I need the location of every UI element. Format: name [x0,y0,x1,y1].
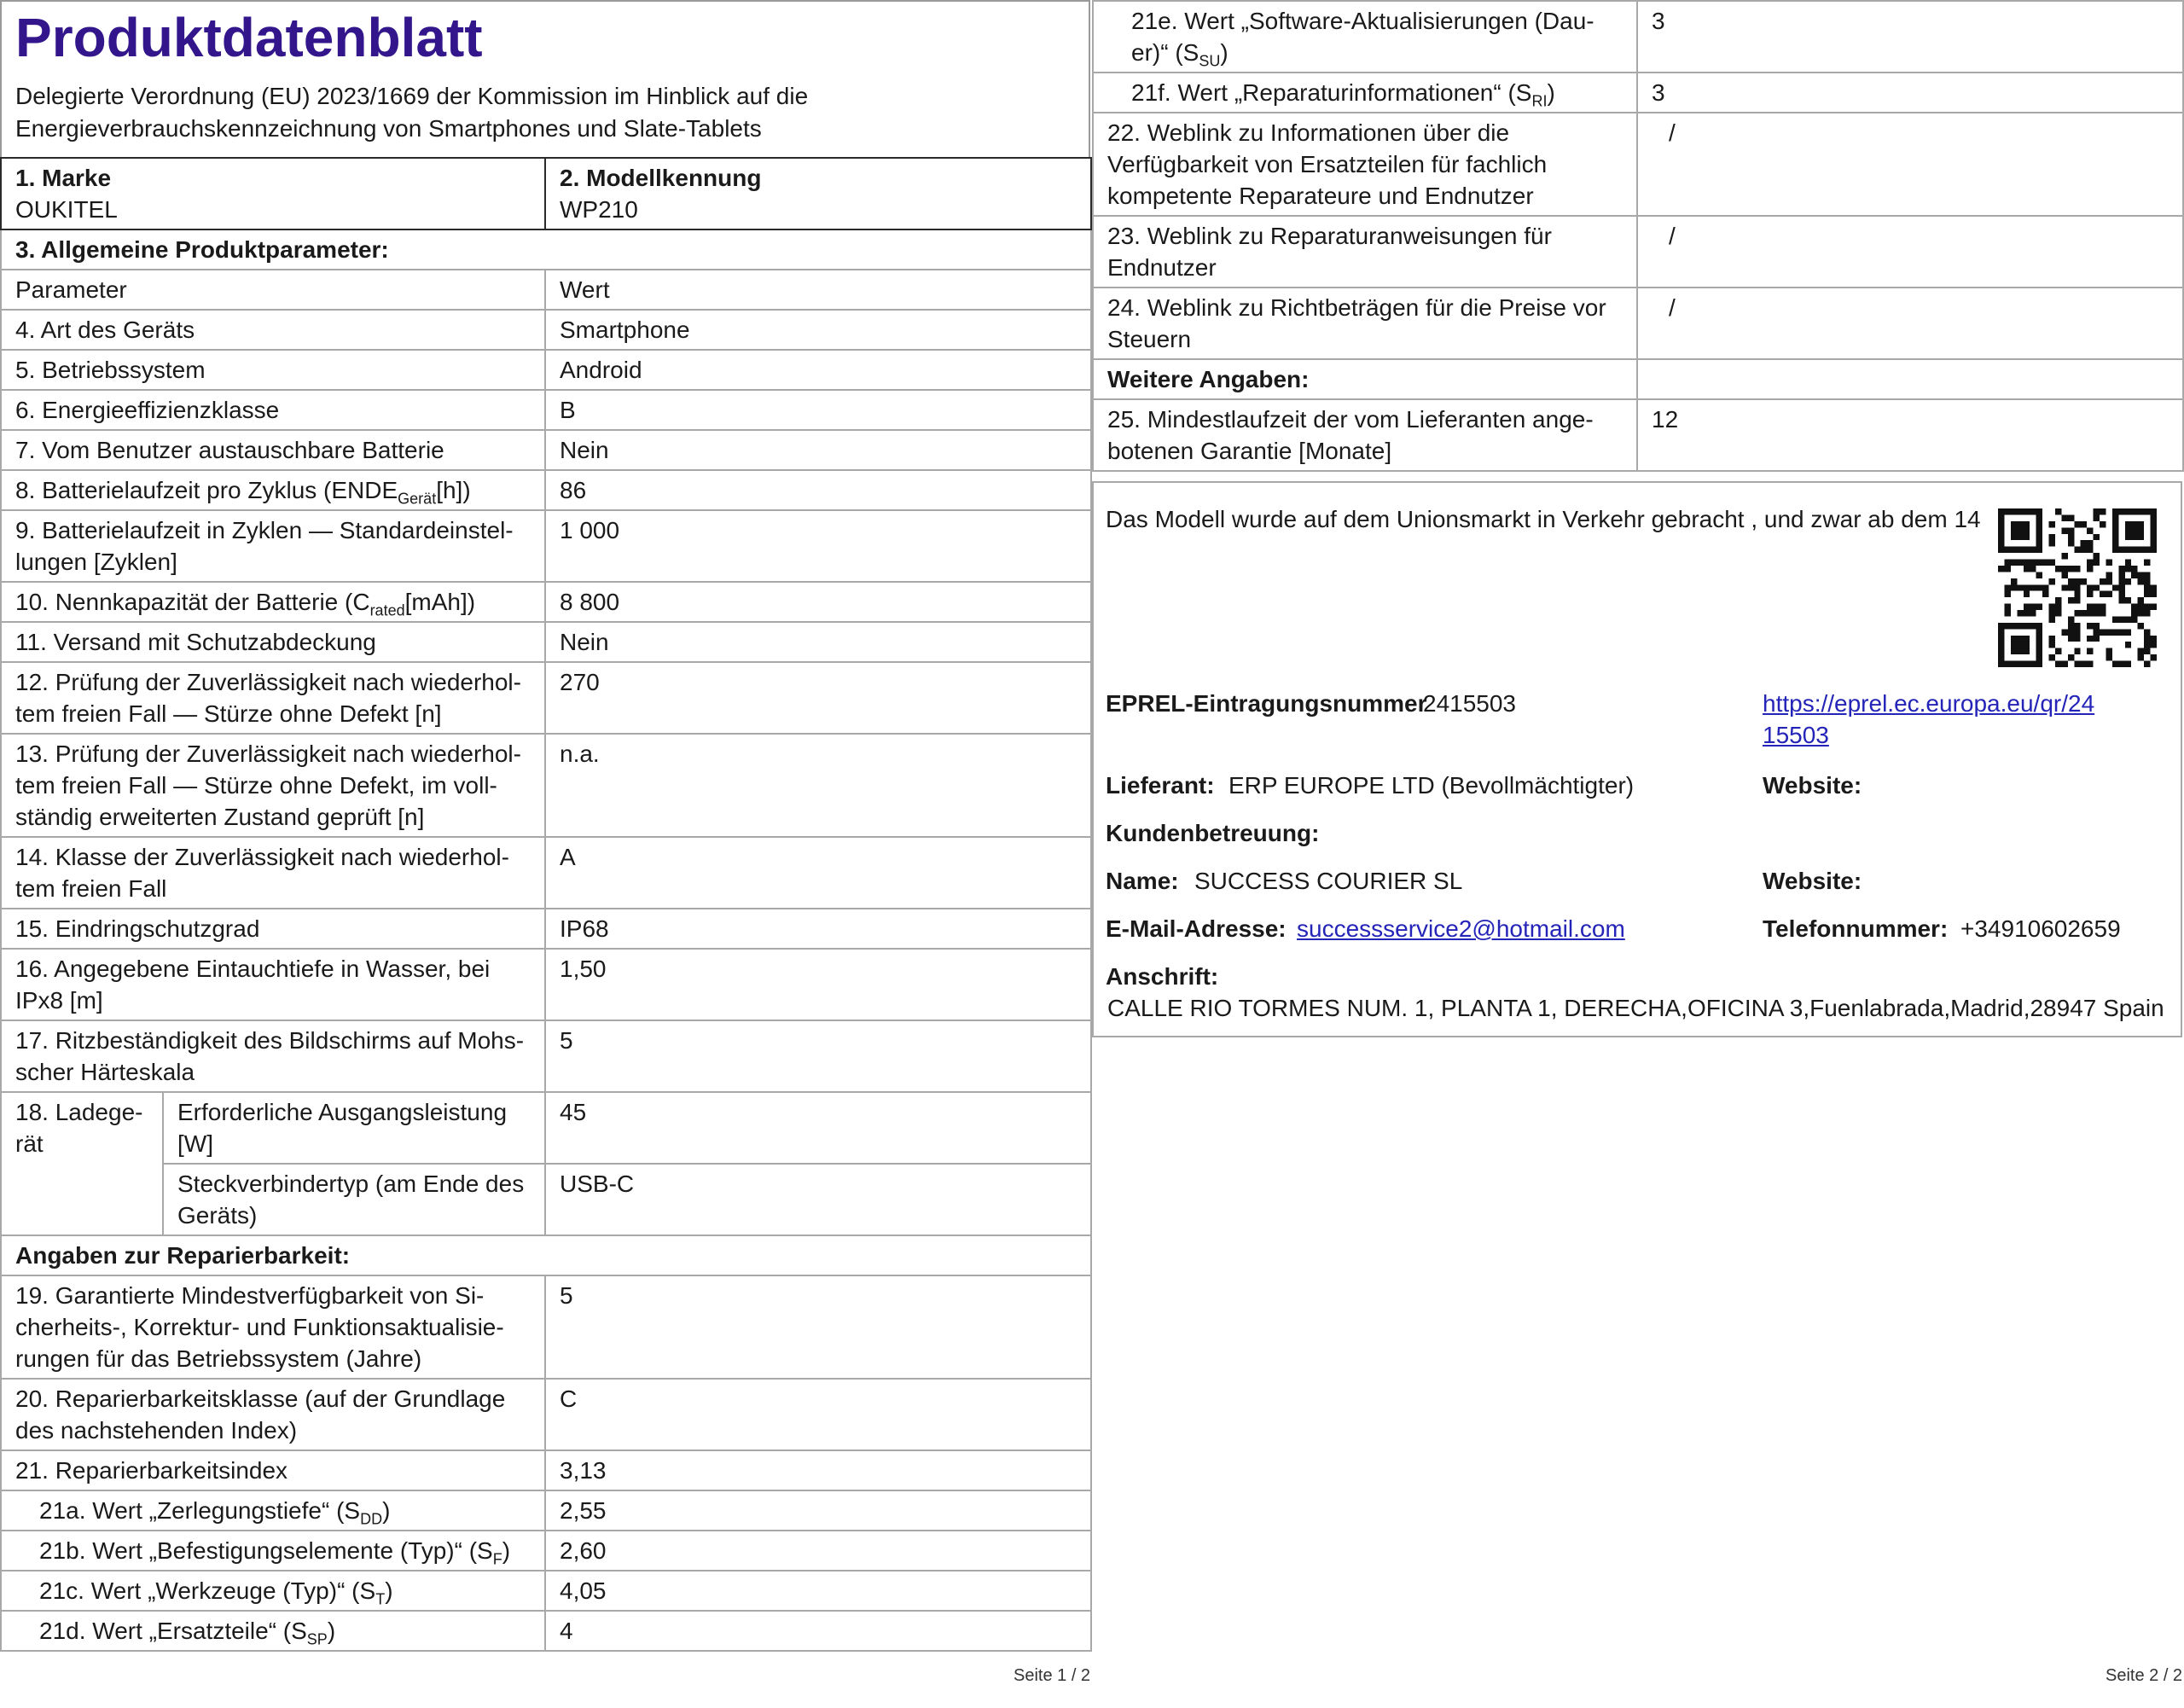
row-label [1,582,545,622]
row-label: 12. Prüfung der Zuverlässigkeit nach wiederhol-tem freien Fall — Stürze ohne Defekt [n] [1,662,545,734]
row-label-suffix: ) [327,1618,336,1644]
row-value: / [1637,288,2183,359]
row-label: 5. Betriebssystem [1,350,545,390]
row-value: Smartphone [545,310,1091,350]
row-label: 17. Ritzbeständigkeit des Bildschirms auf Mohs-scher Härteskala [1,1020,545,1092]
warranty-label: 25. Mindestlaufzeit der vom Lieferanten ange-botenen Garantie [Monate] [1093,399,1637,471]
table-row [1,350,1091,390]
charger-connector-value: USB-C [545,1164,1091,1235]
row-label: 11. Versand mit Schutzabdeckung [1,622,545,662]
row-label-suffix: ) [502,1537,511,1564]
row-value: Nein [545,430,1091,470]
charger-label: 18. Ladege-rät [1,1092,163,1235]
document-title: Produktdatenblatt [15,7,483,68]
name-value: SUCCESS COURIER SL [1194,868,1463,894]
table-row [1,1531,1091,1571]
row-label-subscript: SP [306,1630,328,1648]
table-row [1093,288,2183,359]
table-row [1,1611,1091,1651]
row-label: 21. Reparierbarkeitsindex [1,1450,545,1490]
row-value: 5 [545,1020,1091,1092]
row-label-suffix: [mAh]) [404,589,476,615]
row-value: 3,13 [545,1450,1091,1490]
table-row [1,1020,1091,1092]
qr-code-icon[interactable] [1998,508,2157,667]
row-label-text: 21e. Wert „Software-Aktualisierungen (Dau-er)“ (S [1131,8,1594,66]
row-value: / [1637,113,2183,216]
title-block [0,0,1090,157]
model-label: 2. Modellkennung [560,165,762,191]
phone-value: +34910602659 [1960,915,2121,942]
row-value: 1 000 [545,510,1091,582]
row-value: Android [545,350,1091,390]
website-label-supplier: Website: [1763,772,1862,799]
row-label-text: 10. Nennkapazität der Batterie (C [15,589,370,615]
row-label-subscript: T [375,1590,386,1608]
table-row [1093,216,2183,288]
table-row [1,390,1091,430]
row-label: 7. Vom Benutzer austauschbare Batterie [1,430,545,470]
row-label: 9. Batterielaufzeit in Zyklen — Standardeinstel-lungen [Zyklen] [1,510,545,582]
page-2 [1092,0,2182,1021]
row-label: 13. Prüfung der Zuverlässigkeit nach wiederhol-tem freien Fall — Stürze ohne Defekt, im voll-ständig erweiterten Zustand geprüft [n] [1,734,545,837]
eprel-link-line-1[interactable]: https://eprel.ec.europa.eu/qr/24 [1763,690,2095,717]
row-label-text: 8. Batterielaufzeit pro Zyklus (ENDE [15,477,398,503]
section-further: Weitere Angaben: [1093,359,1637,399]
table-row [1,1379,1091,1450]
table-row [1093,73,2183,113]
row-value: 1,50 [545,949,1091,1020]
row-label: 6. Energieeffizienzklasse [1,390,545,430]
table-row [1,909,1091,949]
footer-page-1: Seite 1 / 2 [1014,1666,1091,1685]
table-row [1,1275,1091,1379]
row-value: B [545,390,1091,430]
row-label-text: 21c. Wert „Werkzeuge (Typ)“ (S [39,1577,376,1604]
row-value: A [545,837,1091,909]
row-label: 22. Weblink zu Informationen über die Verfügbarkeit von Ersatzteilen für fachlich kompetente Reparateure und Endnutzer [1093,113,1637,216]
row-value: / [1637,216,2183,288]
row-label: 15. Eindringschutzgrad [1,909,545,949]
table-row [1,582,1091,622]
row-label-subscript: F [492,1550,502,1568]
section-general: 3. Allgemeine Produktparameter: [1,229,1091,270]
charger-row [1,1092,1091,1164]
footer-page-2: Seite 2 / 2 [2106,1666,2183,1685]
row-label [1,1571,545,1611]
row-label-suffix: ) [385,1577,393,1604]
table-row [1,470,1091,510]
row-value: C [545,1379,1091,1450]
row-label-suffix: ) [1220,39,1228,66]
row-value: IP68 [545,909,1091,949]
row-label: 23. Weblink zu Reparaturanweisungen für Endnutzer [1093,216,1637,288]
product-table [0,157,1092,1652]
brand-model-row [1,158,1091,229]
address-value: CALLE RIO TORMES NUM. 1, PLANTA 1, DERECHA,OFICINA 3,Fuenlabrada,Madrid,28947 Spain [1107,995,2164,1021]
brand-value: OUKITEL [15,196,118,223]
row-value: 4,05 [545,1571,1091,1611]
table-row [1,622,1091,662]
website-label-service: Website: [1763,868,1862,894]
row-label [1093,1,1637,73]
section-further-row [1093,359,2183,399]
row-label-subscript: DD [360,1510,383,1528]
model-value: WP210 [560,196,638,223]
eprel-info-box [1092,481,2182,1037]
row-label: 4. Art des Geräts [1,310,545,350]
row-label-text: 21b. Wert „Befestigungselemente (Typ)“ (S [39,1537,493,1564]
page-1 [0,0,1090,1652]
table-row [1,310,1091,350]
row-value: 86 [545,470,1091,510]
warranty-row [1093,399,2183,471]
row-label-subscript: Gerät [398,490,437,508]
row-value: 3 [1637,73,2183,113]
model-cell [545,158,1091,229]
supplier-value: ERP EUROPE LTD (Bevollmächtigter) [1228,772,1635,799]
table-row [1,662,1091,734]
charger-connector-row [1,1164,1091,1235]
row-value: 2,60 [545,1531,1091,1571]
subtitle-line-2: Energieverbrauchskennzeichnung von Smartphones und Slate-Tablets [15,115,762,142]
subtitle-line-1: Delegierte Verordnung (EU) 2023/1669 der Kommission im Hinblick auf die [15,83,809,109]
brand-cell [1,158,545,229]
table-row [1,430,1091,470]
row-value: 270 [545,662,1091,734]
charger-power-label: Erforderliche Ausgangsleistung [W] [163,1092,545,1164]
row-value: Nein [545,622,1091,662]
row-label-suffix: ) [382,1497,391,1524]
row-label: 19. Garantierte Mindestverfügbarkeit von Si-cherheits-, Korrektur- und Funktionsaktualisie-rungen für das Betriebssystem (Jahre) [1,1275,545,1379]
section-repair-row [1,1235,1091,1275]
row-label-subscript: rated [369,601,405,619]
email-label: E-Mail-Adresse: [1106,915,1287,942]
row-label: 24. Weblink zu Richtbeträgen für die Preise vor Steuern [1093,288,1637,359]
column-parameter: Parameter [1,270,545,310]
row-label-subscript: SU [1199,52,1221,70]
section-further-empty [1637,359,2183,399]
email-link[interactable]: successservice2@hotmail.com [1297,915,1625,942]
eprel-label: EPREL-Eintragungsnummer [1106,690,1427,717]
table-row [1,1571,1091,1611]
market-text: Das Modell wurde auf dem Unionsmarkt in Verkehr gebracht , und zwar ab dem 14 [1106,506,1981,532]
row-value: 3 [1637,1,2183,73]
name-label: Name: [1106,868,1179,894]
brand-label: 1. Marke [15,165,112,191]
row-label: 14. Klasse der Zuverlässigkeit nach wiederhol-tem freien Fall [1,837,545,909]
row-value: n.a. [545,734,1091,837]
row-label [1,1490,545,1531]
section-general-row [1,229,1091,270]
table-row [1093,1,2183,73]
row-label: 16. Angegebene Eintauchtiefe in Wasser, bei IPx8 [m] [1,949,545,1020]
row-label [1,1531,545,1571]
section-repair: Angaben zur Reparierbarkeit: [1,1235,1091,1275]
row-label [1,470,545,510]
table-row [1,837,1091,909]
table-row [1,510,1091,582]
column-value: Wert [545,270,1091,310]
charger-power-value: 45 [545,1092,1091,1164]
row-value: 8 800 [545,582,1091,622]
row-label: 20. Reparierbarkeitsklasse (auf der Grundlage des nachstehenden Index) [1,1379,545,1450]
row-label-subscript: RI [1531,92,1548,110]
eprel-link-line-2[interactable]: 15503 [1763,722,1829,748]
row-label-text: 21d. Wert „Ersatzteile“ (S [39,1618,307,1644]
table-row [1,949,1091,1020]
customer-service-label: Kundenbetreuung: [1106,820,1320,846]
page2-table [1092,0,2184,472]
row-label-text: 21f. Wert „Reparaturinformationen“ (S [1131,79,1532,106]
table-row [1093,113,2183,216]
row-label [1,1611,545,1651]
row-value: 4 [545,1611,1091,1651]
charger-connector-label: Steckverbindertyp (am Ende des Geräts) [163,1164,545,1235]
phone-label: Telefonnummer: [1763,915,1949,942]
table-row [1,1490,1091,1531]
table-row [1,1450,1091,1490]
row-label [1093,73,1637,113]
row-label-suffix: ) [1547,79,1555,106]
table-row [1,734,1091,837]
row-value: 5 [545,1275,1091,1379]
row-value: 2,55 [545,1490,1091,1531]
supplier-label: Lieferant: [1106,772,1215,799]
eprel-value: 2415503 [1423,690,1517,717]
column-header-row [1,270,1091,310]
warranty-value: 12 [1637,399,2183,471]
row-label-text: 21a. Wert „Zerlegungstiefe“ (S [39,1497,361,1524]
row-label-suffix: [h]) [436,477,471,503]
address-label: Anschrift: [1106,963,1219,990]
